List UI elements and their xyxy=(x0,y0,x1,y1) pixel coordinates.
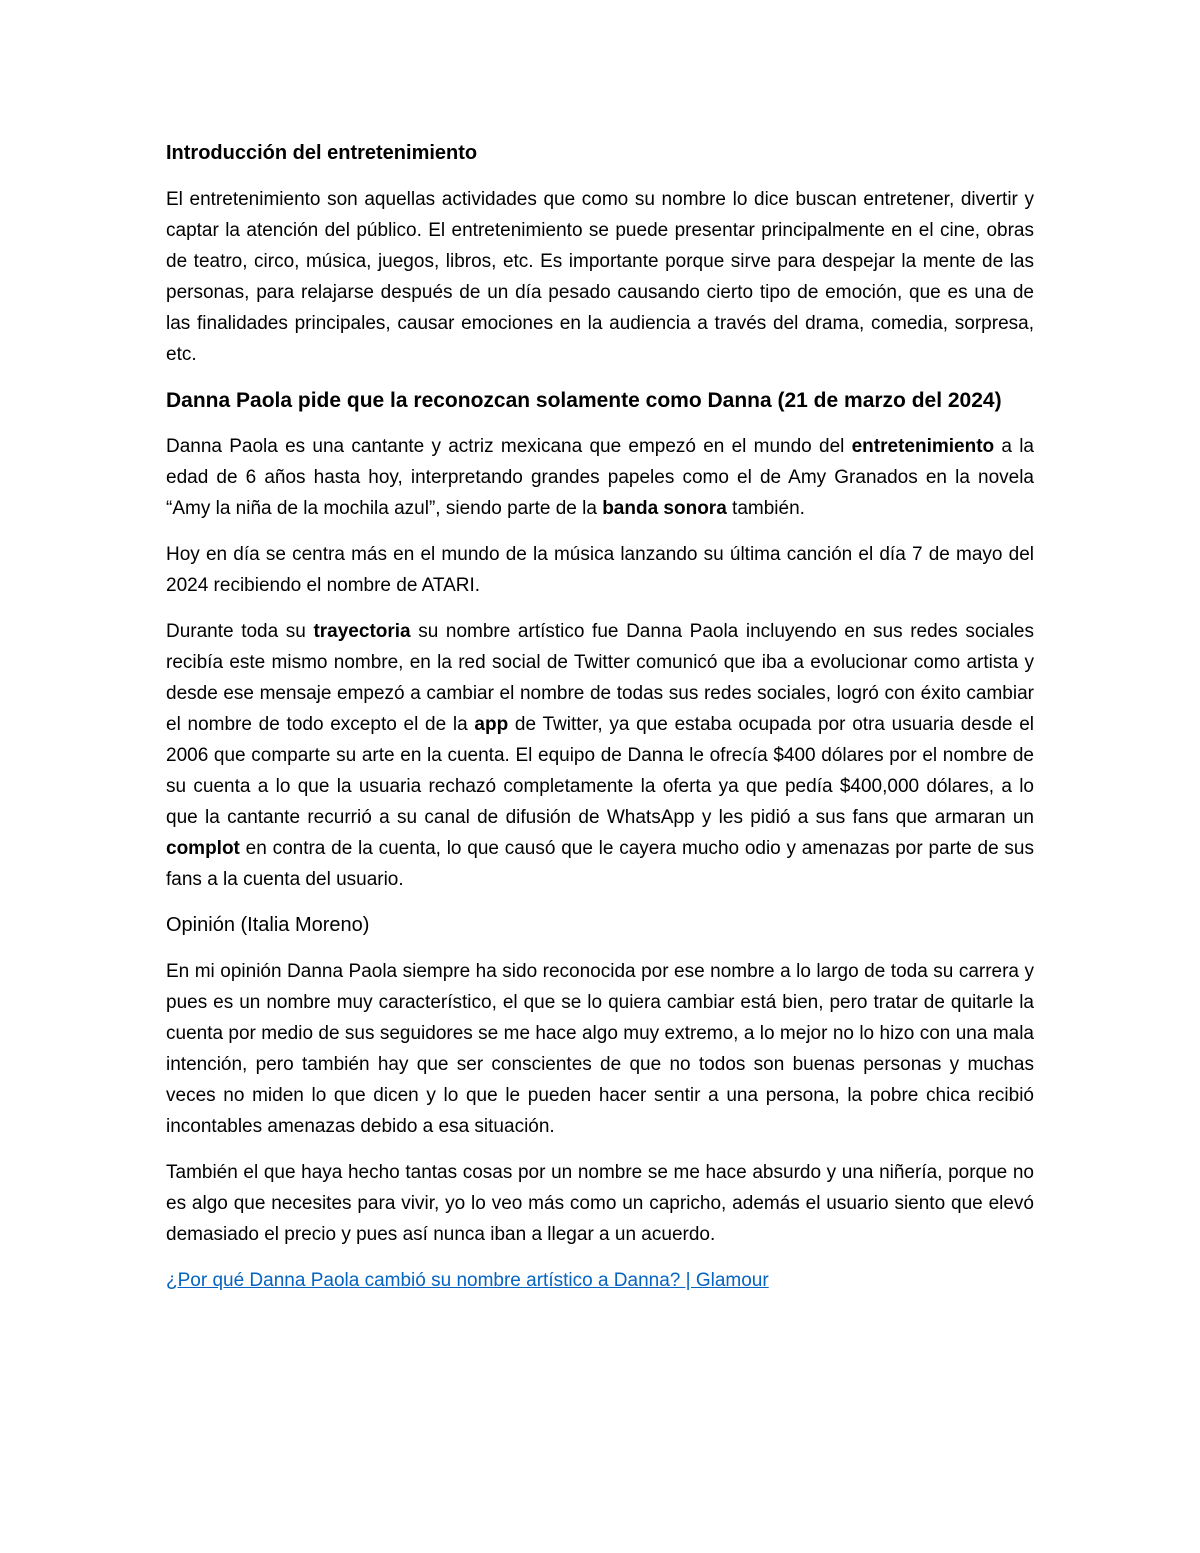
text-run: también. xyxy=(726,498,805,519)
section-title-introduccion: Introducción del entretenimiento xyxy=(166,142,478,164)
text-run: a la edad de 6 años hasta hoy, interpretando grandes papeles como el de Amy Granados en la novela “Amy la niña de la mochila azul”, siendo parte de la xyxy=(166,436,1034,519)
bold-term-trayectoria: trayectoria xyxy=(313,621,411,642)
text-run: Danna Paola es una cantante y actriz mexicana que empezó en el mundo del xyxy=(166,436,852,457)
text-run: en contra de la cuenta, lo que causó que le cayera mucho odio y amenazas por parte de sus fans a la cuenta del usuario. xyxy=(166,838,1034,890)
paragraph-danna-intro xyxy=(166,431,1034,524)
source-link-glamour[interactable]: ¿Por qué Danna Paola cambió su nombre artístico a Danna? | Glamour xyxy=(166,1270,769,1291)
document-page xyxy=(166,138,1034,1296)
bold-term-app: app xyxy=(474,714,509,735)
section-title-danna-paola: Danna Paola pide que la reconozcan solamente como Danna (21 de marzo del 2024) xyxy=(166,389,1002,412)
bold-term-complot: complot xyxy=(166,838,240,859)
paragraph-trayectoria xyxy=(166,616,1034,895)
paragraph-opinion-1: En mi opinión Danna Paola siempre ha sido reconocida por ese nombre a lo largo de toda su carrera y pues es un nombre muy característico, el que se lo quiera cambiar está bien, pero tratar de quitarle la cuenta por medio de sus seguidores se me hace algo muy extremo, a lo mejor no lo hizo con una mala intención, pero también hay que ser conscientes de que no todos son buenas personas y muchas veces no miden lo que dicen y lo que le pueden hacer sentir a una persona, la pobre chica recibió incontables amenazas debido a esa situación. xyxy=(166,961,1034,1137)
bold-term-banda-sonora: banda sonora xyxy=(602,498,727,519)
text-run: de Twitter, ya que estaba ocupada por otra usuaria desde el 2006 que comparte su arte en la cuenta. El equipo de Danna le ofrecía $400 dólares por el nombre de su cuenta a lo que la usuaria rechazó completamente la oferta ya que pedía $400,000 dólares, a lo que la cantante recurrió a su canal de difusión de WhatsApp y les pidió a sus fans que armaran un xyxy=(166,714,1034,828)
paragraph-opinion-2: También el que haya hecho tantas cosas por un nombre se me hace absurdo y una niñería, porque no es algo que necesites para vivir, yo lo veo más como un capricho, además el usuario siento que elevó demasiado el precio y pues así nunca iban a llegar a un acuerdo. xyxy=(166,1162,1034,1245)
text-run: Durante toda su xyxy=(166,621,314,642)
bold-term-entretenimiento: entretenimiento xyxy=(851,436,995,457)
paragraph-introduccion: El entretenimiento son aquellas actividades que como su nombre lo dice buscan entretener, divertir y captar la atención del público. El entretenimiento se puede presentar principalmente en el cine, obras de teatro, circo, música, juegos, libros, etc. Es importante porque sirve para despejar la mente de las personas, para relajarse después de un día pesado causando cierto tipo de emoción, que es una de las finalidades principales, causar emociones en la audiencia a través del drama, comedia, sorpresa, etc. xyxy=(166,189,1034,365)
paragraph-atari: Hoy en día se centra más en el mundo de la música lanzando su última canción el día 7 de mayo del 2024 recibiendo el nombre de ATARI. xyxy=(166,544,1034,596)
section-title-opinion: Opinión (Italia Moreno) xyxy=(166,914,370,936)
text-run: su nombre artístico fue Danna Paola incluyendo en sus redes sociales recibía este mismo nombre, en la red social de Twitter comunicó que iba a evolucionar como artista y desde ese mensaje empezó a cambiar el nombre de todas sus redes sociales, logró con éxito cambiar el nombre de todo excepto el de la xyxy=(166,621,1034,735)
